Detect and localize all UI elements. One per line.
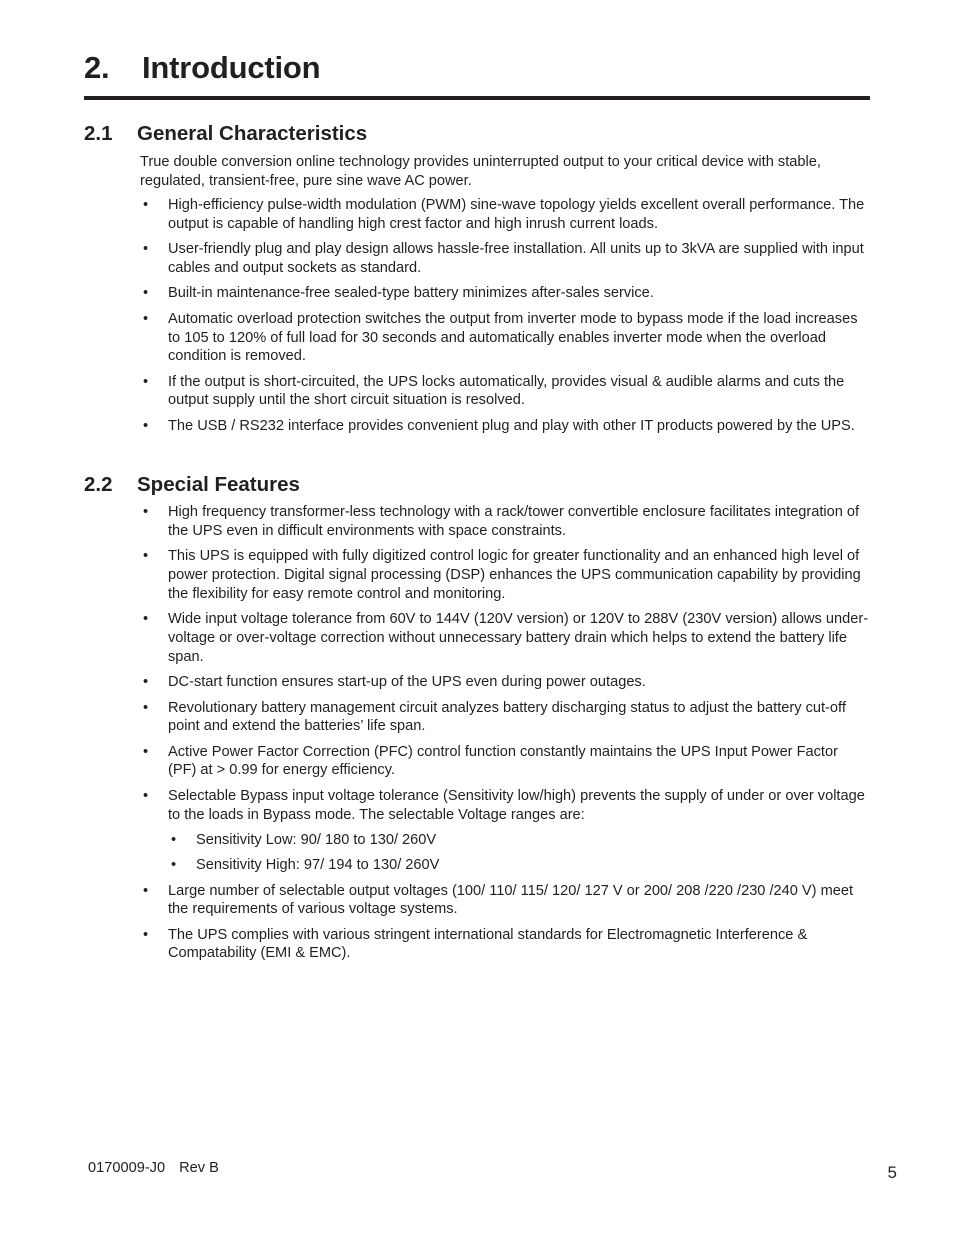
sub-bullet-list: [84, 831, 870, 875]
sub-bullet-item: • Sensitivity High: 97/ 194 to 130/ 260V: [84, 856, 870, 875]
bullet-item: • If the output is short-circuited, the UPS locks automatically, provides visual & audible alarms and cuts the output supply until the short circuit situation is resolved.: [84, 373, 870, 410]
bullet-item: • Automatic overload protection switches the output from inverter mode to bypass mode if the load increases to 105 to 120% of full load for 30 seconds and automatically enables inverter mode when the overload condition is removed.: [84, 310, 870, 366]
bullet-list: [84, 503, 870, 963]
bullet-item-with-sublist: [84, 787, 870, 875]
section-heading: [84, 472, 870, 498]
bullet-text: Selectable Bypass input voltage tolerance (Sensitivity low/high) prevents the supply of under or over voltage to the loads in Bypass mode. The selectable Voltage ranges are:: [168, 787, 865, 823]
bullet-item: • Large number of selectable output voltages (100/ 110/ 115/ 120/ 127 V or 200/ 208 /220 /230 /240 V) meet the requirements of various voltage systems.: [84, 882, 870, 919]
bullet-item: • DC-start function ensures start-up of the UPS even during power outages.: [84, 673, 870, 692]
bullet-item: • High-efficiency pulse-width modulation (PWM) sine-wave topology yields excellent overall performance. The output is capable of handling high crest factor and high inrush current loads.: [84, 196, 870, 233]
bullet-item: • Active Power Factor Correction (PFC) control function constantly maintains the UPS Input Power Factor (PF) at > 0.99 for energy efficiency.: [84, 743, 870, 780]
bullet-item: • Wide input voltage tolerance from 60V to 144V (120V version) or 120V to 288V (230V version) allows under-voltage or over-voltage correction without unnecessary battery drain which helps to extend the battery life span.: [84, 610, 870, 666]
document-number: 0170009-J0: [88, 1160, 166, 1176]
section-number: 2.1: [84, 122, 113, 145]
bullet-item: • User-friendly plug and play design allows hassle-free installation. All units up to 3kVA are supplied with input cables and output sockets as standard.: [84, 240, 870, 277]
chapter-title: [84, 50, 320, 86]
revision: Rev B: [179, 1160, 219, 1176]
section-general-characteristics: [84, 121, 870, 436]
section-title: Special Features: [137, 473, 300, 496]
bullet-item: • This UPS is equipped with fully digitized control logic for greater functionality and an enhanced high level of power protection. Digital signal processing (DSP) enhances the UPS communication capability by providing the flexibility for easy remote control and monitoring.: [84, 547, 870, 603]
section-title: General Characteristics: [137, 122, 368, 145]
page-number: 5: [887, 1163, 897, 1182]
chapter-title-text: Introduction: [142, 50, 321, 85]
section-intro: True double conversion online technology provides uninterrupted output to your critical device with stable, regulated, transient-free, pure sine wave AC power.: [140, 154, 821, 189]
title-rule: [84, 96, 870, 100]
section-special-features: [84, 472, 870, 963]
bullet-item: • Revolutionary battery management circuit analyzes battery discharging status to adjust the battery cut-off point and extend the batteries’ life span.: [84, 699, 870, 736]
section-number: 2.2: [84, 473, 113, 496]
bullet-item: • Built-in maintenance-free sealed-type battery minimizes after-sales service.: [84, 284, 870, 303]
bullet-list: [84, 196, 870, 436]
sub-bullet-item: • Sensitivity Low: 90/ 180 to 130/ 260V: [84, 831, 870, 850]
section-heading: [84, 121, 870, 147]
bullet-item: • The USB / RS232 interface provides convenient plug and play with other IT products powered by the UPS.: [84, 417, 870, 436]
footer-document-id: [88, 1160, 219, 1176]
chapter-number: 2.: [84, 50, 110, 85]
bullet-item: • High frequency transformer-less technology with a rack/tower convertible enclosure facilitates integration of the UPS even in difficult environments with space constraints.: [84, 503, 870, 540]
bullet-item: • The UPS complies with various stringent international standards for Electromagnetic Interference & Compatability (EMI & EMC).: [84, 926, 870, 963]
